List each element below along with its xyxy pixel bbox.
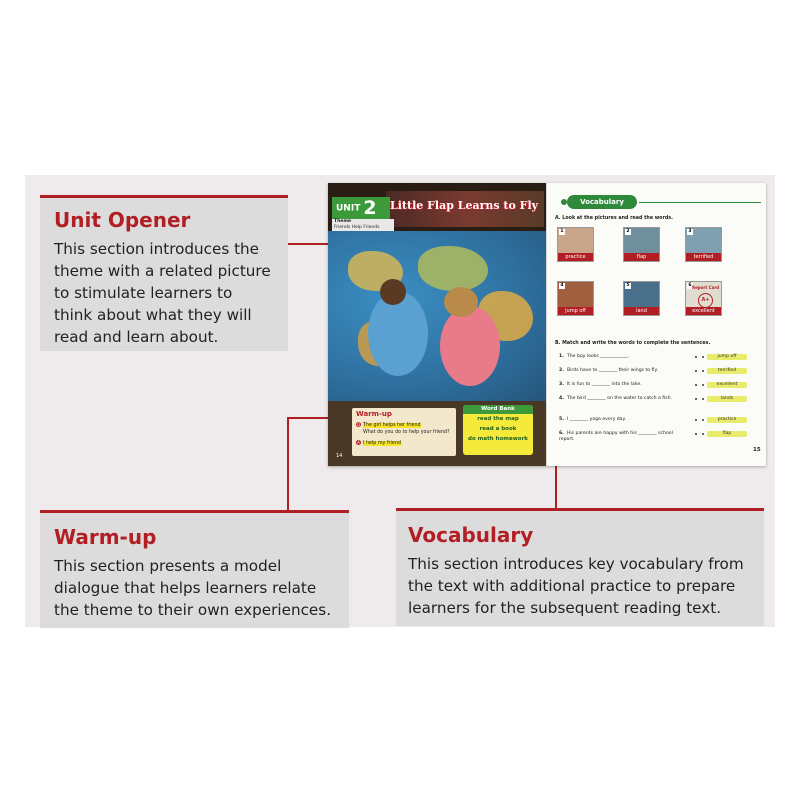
map-continent <box>418 246 488 291</box>
match-dot <box>695 419 697 421</box>
connector-warmup-v <box>287 418 289 511</box>
match-dot <box>702 419 704 421</box>
world-map-photo <box>328 231 546 401</box>
warm-up-callout <box>40 510 349 628</box>
answer-word: terrified <box>707 368 747 374</box>
vocab-picture <box>685 281 722 316</box>
warm-up-line-1-text: The girl helps her friend <box>363 423 421 428</box>
answer-word: practice <box>707 417 747 423</box>
sentence-item <box>559 417 699 423</box>
grade-badge: A+ <box>698 293 713 308</box>
sentence-item <box>559 431 679 443</box>
word-bank-item: read the map <box>477 416 519 422</box>
unit-number: 2 <box>363 197 377 219</box>
answer-word: jump off <box>707 354 747 360</box>
sentence-item <box>559 382 699 388</box>
word-bank-item: read a book <box>479 426 517 432</box>
match-dot <box>702 356 704 358</box>
picture-word: terrified <box>686 253 721 261</box>
warm-up-line-1 <box>356 422 421 428</box>
section-rule <box>639 202 761 203</box>
picture-number: 5 <box>626 283 630 288</box>
picture-number: 6 <box>688 283 692 288</box>
match-dot <box>702 384 704 386</box>
theme-text: Friends Help Friends <box>334 225 380 230</box>
match-dot <box>695 370 697 372</box>
sentence-number: 4. <box>559 396 564 401</box>
answer-word: flap <box>707 431 747 437</box>
theme-label <box>332 219 394 231</box>
answer-marker-icon: A <box>357 440 360 445</box>
picture-word: practice <box>558 253 593 261</box>
word-bank <box>463 405 533 455</box>
warm-up-card <box>352 408 456 456</box>
unit-opener-callout <box>40 195 288 351</box>
book-title: Little Flap Learns to Fly <box>390 199 539 212</box>
vocabulary-callout <box>396 508 764 626</box>
left-page-number: 14 <box>336 453 343 459</box>
picture-number: 4 <box>560 283 564 288</box>
unit-opener-text: This section introduces the theme with a related picture to stimulate learners to think about what they will read and learn about. <box>54 240 271 346</box>
sentence-number: 3. <box>559 382 564 387</box>
sentence-number: 1. <box>559 354 564 359</box>
right-page <box>546 183 766 466</box>
picture-number: 3 <box>688 229 692 234</box>
vocabulary-title: Vocabulary <box>408 523 534 547</box>
answer-word: excellent <box>707 382 747 388</box>
match-dot <box>695 384 697 386</box>
report-card-label: Report Card <box>692 285 720 290</box>
sentence-item <box>559 354 699 360</box>
sentence-number: 6. <box>559 431 564 436</box>
girl-figure <box>440 306 500 386</box>
instruction-a: A. Look at the pictures and read the words. <box>555 216 673 221</box>
unit-badge <box>332 197 390 219</box>
sentence-text: The bird ________ on the water to catch a fish. <box>566 396 672 401</box>
question-marker-icon: Q <box>356 422 361 427</box>
sentence-text: The boy looks ____________. <box>566 354 630 359</box>
sentence-text: His parents are happy with his ________ school report. <box>559 431 673 442</box>
match-dot <box>695 433 697 435</box>
picture-word: excellent <box>686 307 721 315</box>
vocabulary-text: This section introduces key vocabulary from the text with additional practice to prepare learners for the subsequent reading text. <box>408 555 744 617</box>
instruction-b: B. Match and write the words to complete the sentences. <box>555 341 711 346</box>
warm-up-line-2: What do you do to help your friend? <box>363 430 450 435</box>
vocab-picture <box>557 227 594 262</box>
left-page <box>328 183 546 466</box>
warm-up-text: This section presents a model dialogue that helps learners relate the theme to their own experiences. <box>54 557 332 619</box>
vocabulary-tab: Vocabulary <box>567 195 637 209</box>
vocab-picture <box>685 227 722 262</box>
sentence-text: It is fun to ________ into the lake. <box>566 382 642 387</box>
word-bank-item: do math homework <box>468 436 528 442</box>
word-bank-title: Word Bank <box>463 405 533 414</box>
vocab-picture <box>623 227 660 262</box>
vocab-picture <box>623 281 660 316</box>
theme-heading: Theme <box>334 219 352 224</box>
warm-up-line-3 <box>356 440 401 446</box>
boy-head <box>380 279 406 305</box>
sentence-item <box>559 368 699 374</box>
connector-unit-opener-h <box>288 243 333 245</box>
sentence-text: Birds have to ________ their wings to fly. <box>566 368 658 373</box>
unit-word: UNIT <box>336 203 361 214</box>
picture-number: 2 <box>626 229 630 234</box>
sentence-item <box>559 396 685 402</box>
book-spread <box>328 183 766 466</box>
picture-word: land <box>624 307 659 315</box>
unit-opener-title: Unit Opener <box>54 208 191 232</box>
sentence-number: 5. <box>559 417 564 422</box>
warm-up-title: Warm-up <box>54 525 157 549</box>
picture-word: flap <box>624 253 659 261</box>
match-dot <box>702 433 704 435</box>
match-dot <box>702 370 704 372</box>
vocab-picture <box>557 281 594 316</box>
warm-up-card-title: Warm-up <box>356 410 392 418</box>
picture-number: 1 <box>560 229 564 234</box>
right-page-number: 15 <box>753 447 761 453</box>
match-dot <box>695 356 697 358</box>
match-dot <box>695 398 697 400</box>
sentence-text: I ________ yoga every day. <box>566 417 627 422</box>
warm-up-line-3-text: I help my friend <box>363 441 401 446</box>
match-dot <box>702 398 704 400</box>
picture-word: jump off <box>558 307 593 315</box>
girl-head <box>444 287 478 317</box>
sentence-number: 2. <box>559 368 564 373</box>
answer-word: lands <box>707 396 747 402</box>
